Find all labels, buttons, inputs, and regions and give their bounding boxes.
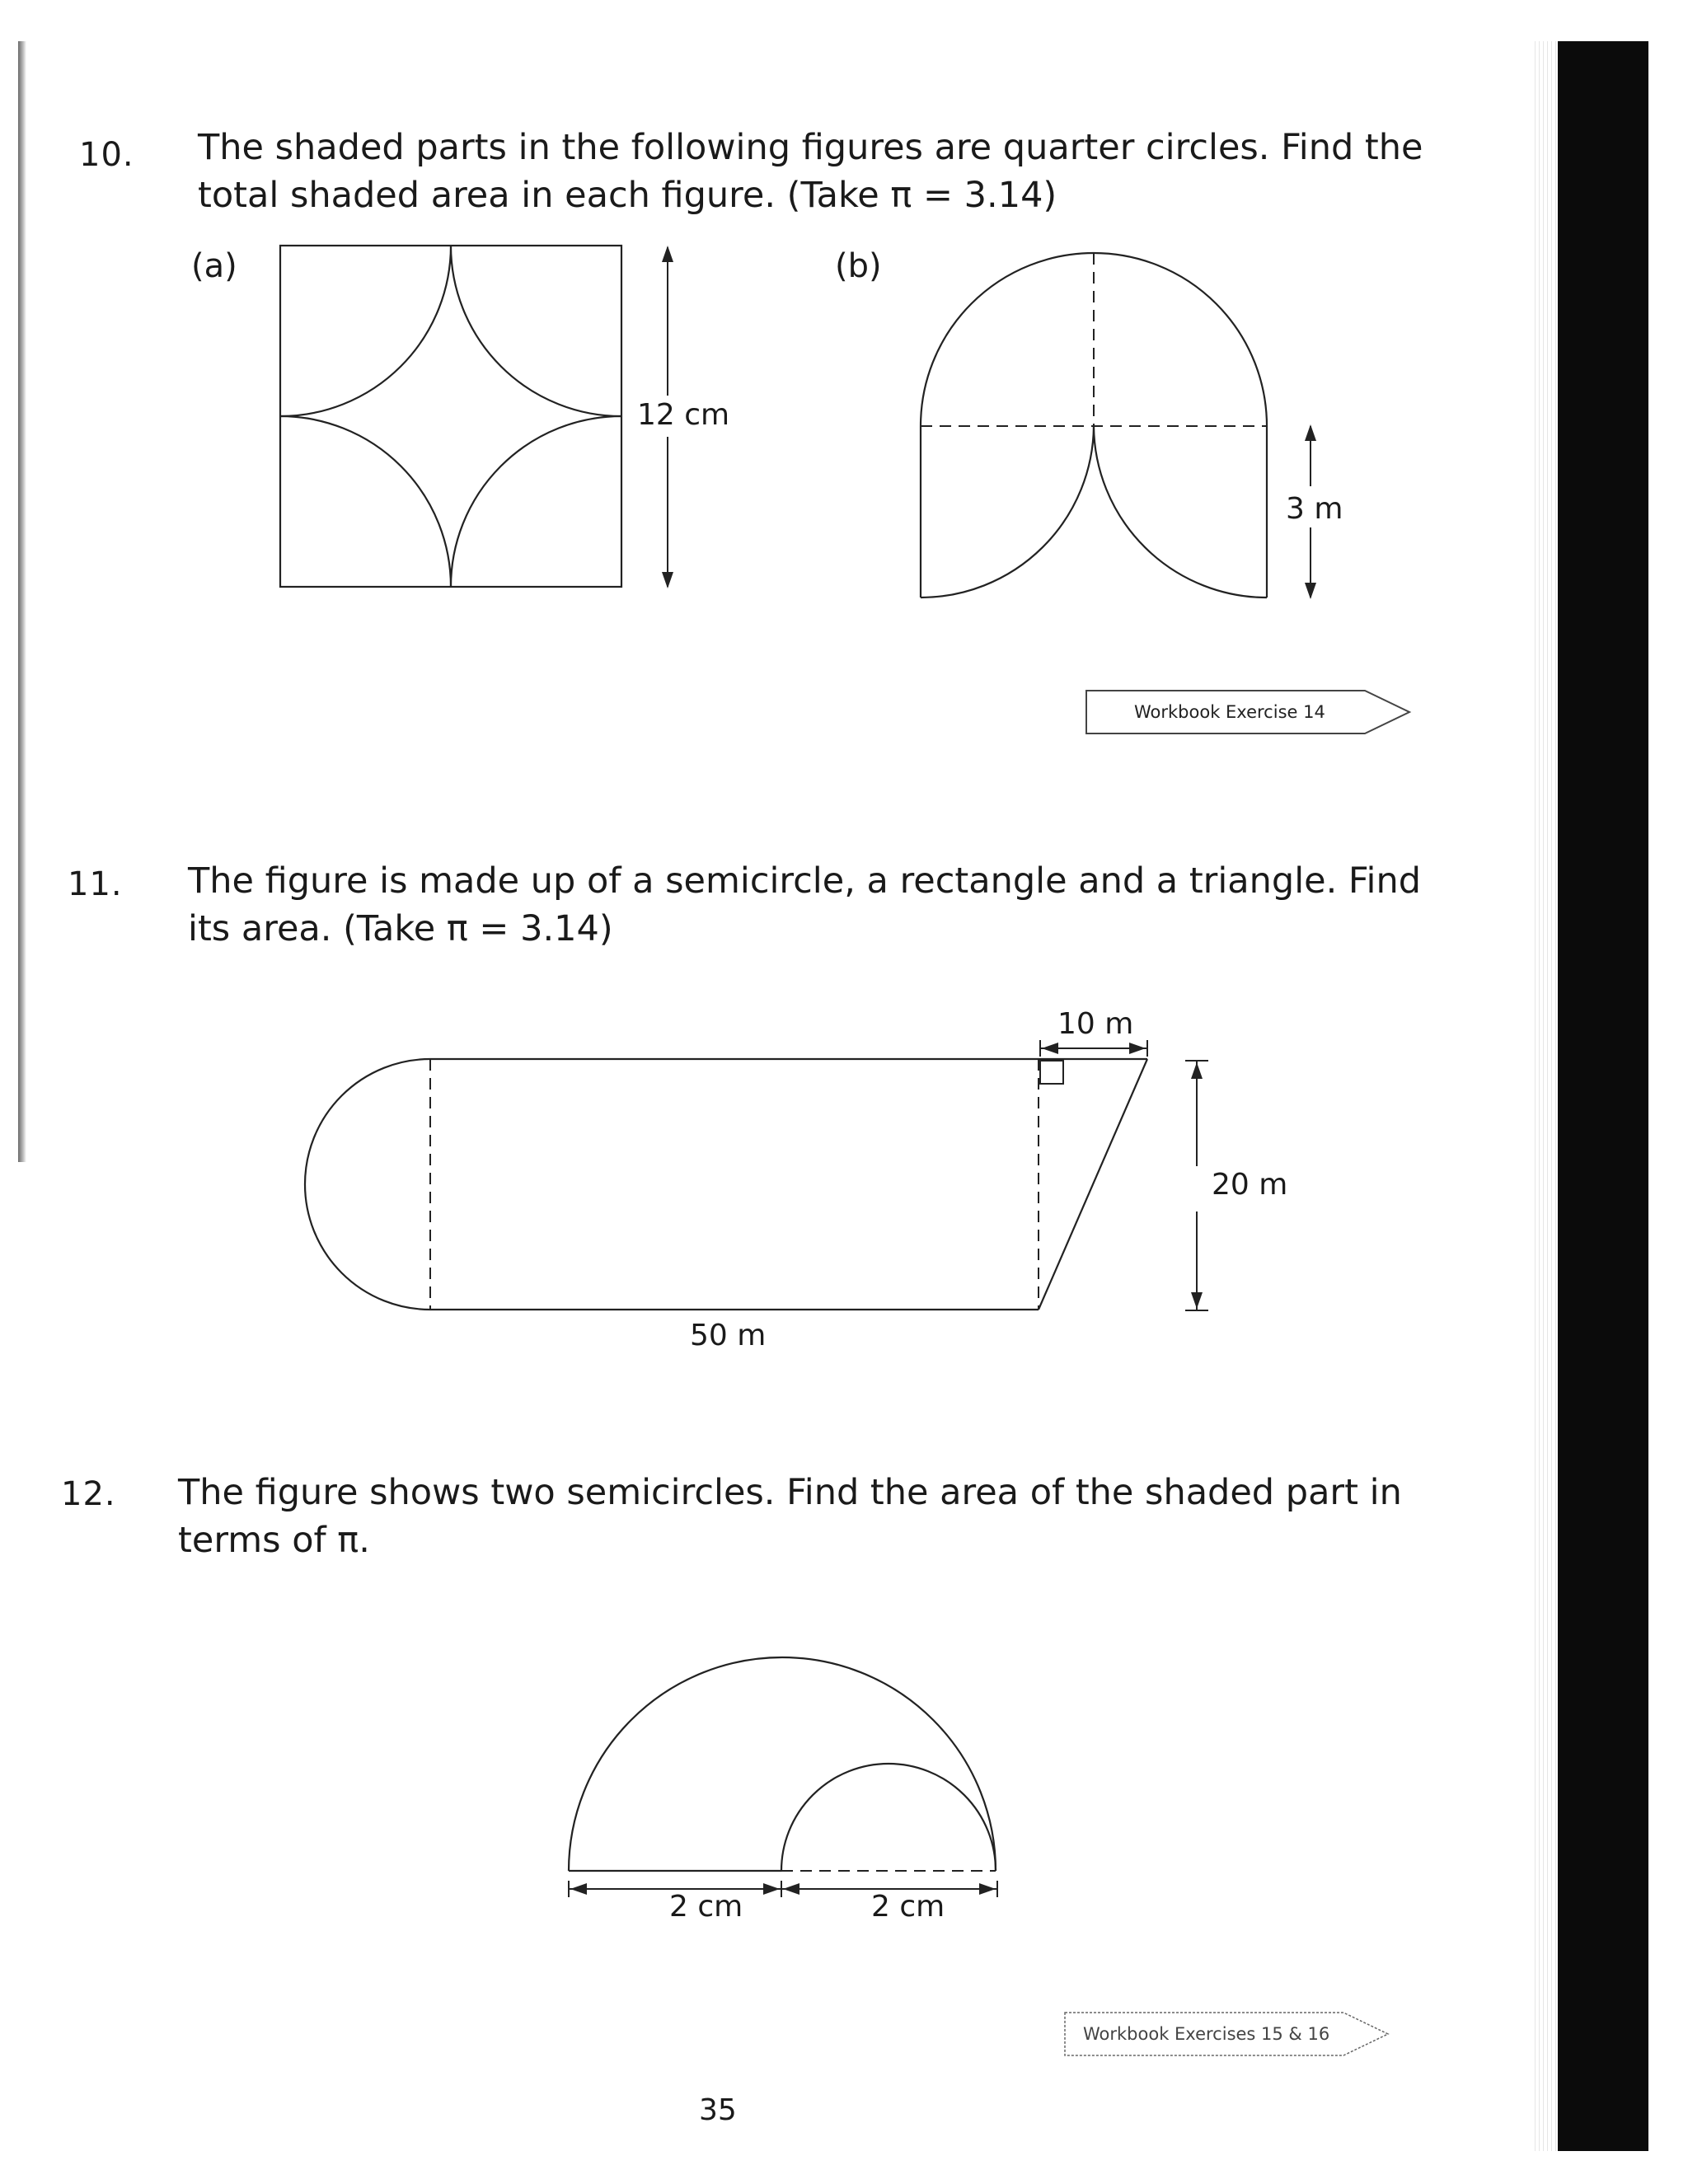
question-text-line: its area. (Take π = 3.14) [188,908,613,949]
page-number: 35 [699,2093,737,2127]
question-text-line: The shaded parts in the following figures are quarter circles. Find the [198,127,1423,168]
large-semicircle-arc [569,1657,996,1871]
question-text-line: total shaded area in each figure. (Take π = 3.14) [198,175,1057,216]
dimension-label: 12 cm [637,398,730,432]
question-text-line: The figure is made up of a semicircle, a rectangle and a triangle. Find [188,860,1422,902]
question-text-line: The figure shows two semicircles. Find the area of the shaded part in [178,1472,1402,1513]
arrow-right [979,1883,996,1895]
part-label: (b) [835,247,882,285]
arrow-right [763,1883,780,1895]
dimension-label: 20 m [1212,1168,1288,1202]
question-number: 11. [68,865,123,903]
arrow-left [783,1883,799,1895]
dimension-label: 50 m [690,1319,767,1352]
workbook-reference: Workbook Exercises 15 & 16 [1083,2024,1330,2044]
part-label: (a) [191,247,237,285]
question-number: 12. [61,1475,116,1513]
arrow-left [570,1883,587,1895]
dimension-label: 10 m [1057,1007,1134,1041]
workbook-reference: Workbook Exercise 14 [1134,702,1325,722]
small-semicircle-arc [781,1764,996,1871]
question-text-line: terms of π. [178,1520,370,1561]
dimension-label: 2 cm [669,1890,743,1924]
dimension-label: 2 cm [871,1890,945,1924]
dimension-label: 3 m [1286,492,1343,526]
question-number: 10. [79,136,134,174]
